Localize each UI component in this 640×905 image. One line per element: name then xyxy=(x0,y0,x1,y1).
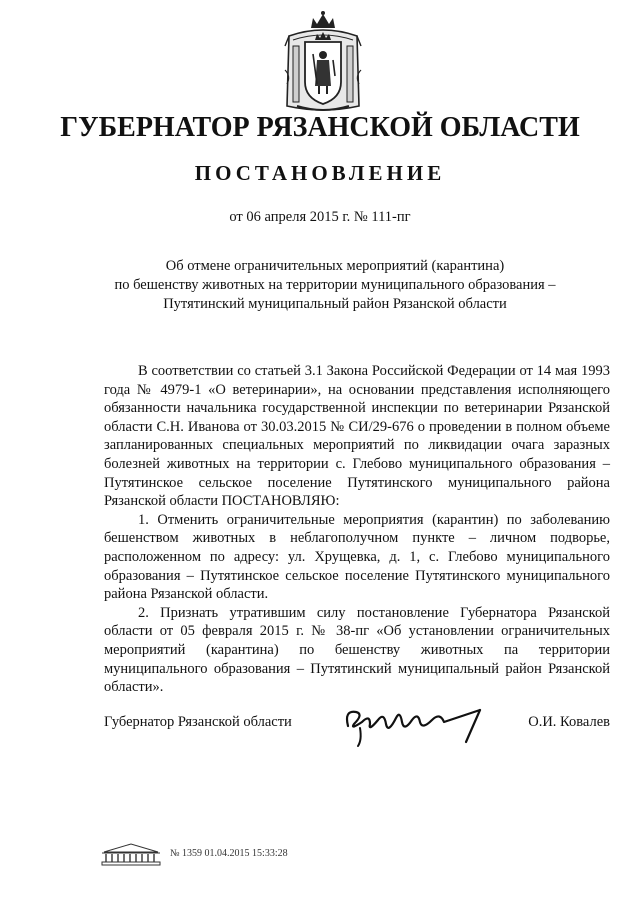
ryazan-coat-of-arms-icon xyxy=(283,10,363,116)
document-type: ПОСТАНОВЛЕНИЕ xyxy=(194,161,446,185)
handwritten-signature xyxy=(340,702,500,750)
body-paragraph-item-2: 2. Признать утратившим силу постановление Губернатора Рязанской области от 05 февраля 2015 г. № 38-пг «Об установлении ограничительных мероприятий (карантина) по бешенству животных па территории муниципального образования – Путятинский муниципальный район Рязанской области». xyxy=(104,604,610,696)
government-building-icon xyxy=(100,842,162,866)
document-date-number: от 06 апреля 2015 г. № 111-пг xyxy=(229,209,411,225)
subject-line: Путятинский муниципальный район Рязанской области xyxy=(163,296,507,312)
issuer-title: ГУБЕРНАТОР РЯЗАНСКОЙ ОБЛАСТИ xyxy=(60,112,580,143)
subject-line: Об отмене ограничительных мероприятий (карантина) xyxy=(165,258,505,274)
signature-block xyxy=(104,710,610,750)
subject-line: по бешенству животных на территории муниципального образования – xyxy=(114,277,556,293)
document-body xyxy=(104,362,610,697)
signatory-name: О.И. Ковалев xyxy=(528,714,610,730)
registration-number: № 1359 01.04.2015 15:33:28 xyxy=(170,848,288,859)
signatory-role: Губернатор Рязанской области xyxy=(104,714,292,730)
document-subject xyxy=(60,257,610,314)
body-paragraph-preamble: В соответствии со статьей 3.1 Закона Российской Федерации от 14 мая 1993 года № 4979-1 «О ветеринарии», на основании представления исполняющего обязанности начальника государственной инспекции по ветеринарии Рязанской области С.Н. Иванова от 30.03.2015 № СИ/29-676 о проведении в полном объеме запланированных специальных мероприятий по ликвидации очага заразных болезней животных на территории с. Глебово муниципального образования – Путятинское сельское поселение Путятинского муниципального района Рязанской области ПОСТАНОВЛЯЮ: xyxy=(104,363,610,510)
body-paragraph-item-1: 1. Отменить ограничительные мероприятия (карантин) по заболеванию бешенством животных в неблагополучном пункте – личном подворье, расположенном по адресу: ул. Хрущевка, д. 1, с. Глебово муниципального образования – Путятинское сельское поселение Путятинского муниципального района Рязанской области. xyxy=(104,511,610,603)
